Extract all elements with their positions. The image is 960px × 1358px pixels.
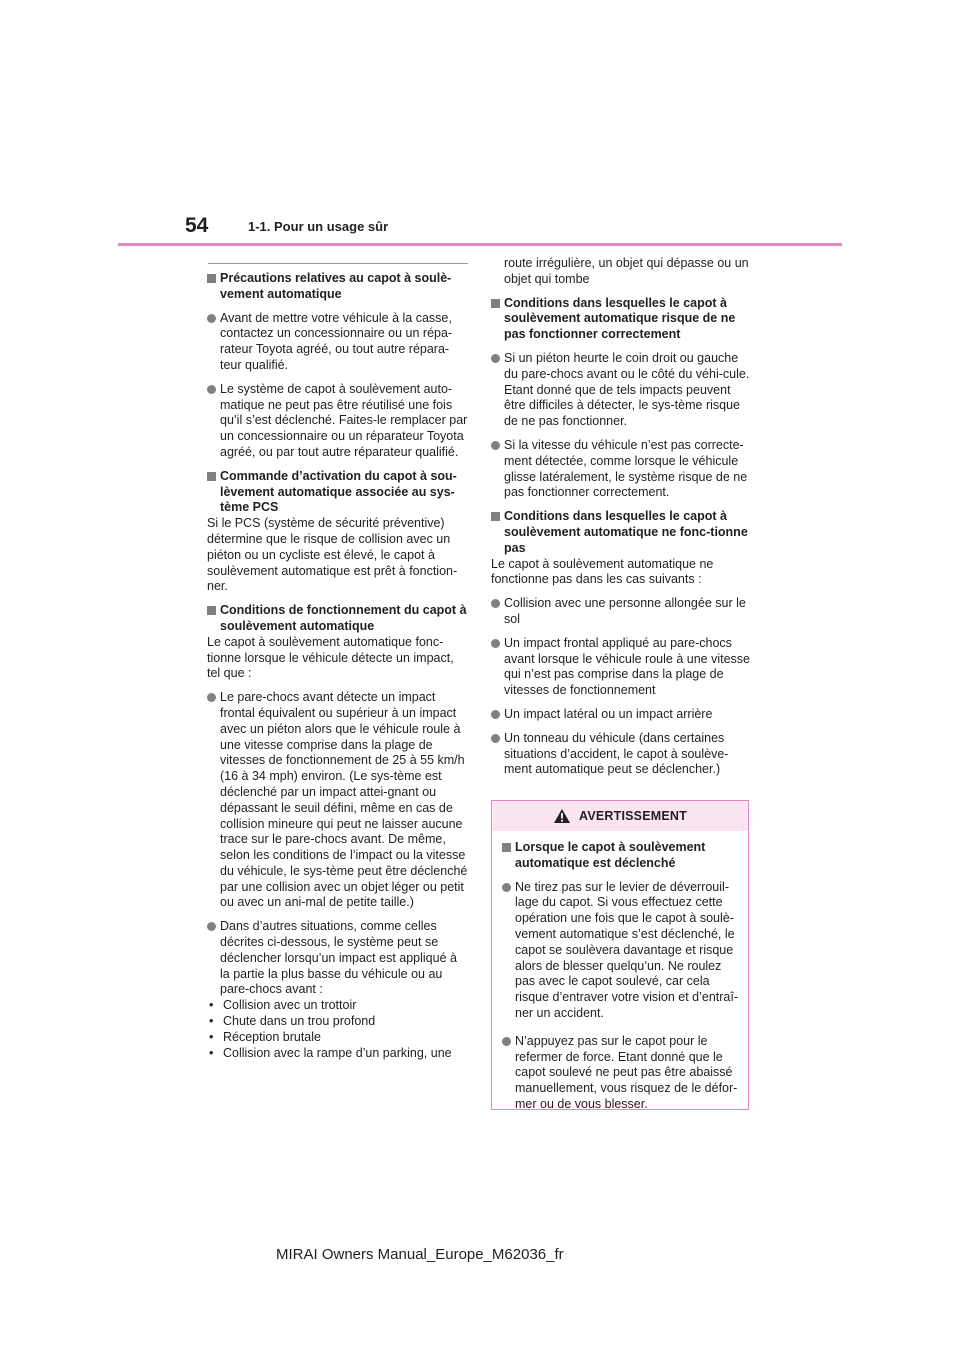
round-bullet-icon <box>491 734 500 743</box>
bullet-item: Collision avec une personne allongée sur le sol <box>491 596 753 628</box>
bullet-item: Si un piéton heurte le coin droit ou gauche du pare-chocs avant ou le côté du véhi-cule. Etant donné que de tels impacts peuvent être difficiles à détecter, le sys-tème risque de ne pas fonctionner. <box>491 351 753 430</box>
warning-bullet: Ne tirez pas sur le levier de déverrouil-lage du capot. Si vous effectuez cette opération une fois que le capot à soulè-vement automatique s’est déclenché, le capot se soulèvera davantage et risque alors de blesser quelqu’un. Ne roulez pas avec le capot soulevé, car cela risque d’entraver votre vision et d’entraî-ner un accident. <box>502 880 740 1022</box>
square-bullet-icon <box>207 606 216 615</box>
warning-header <box>492 801 748 831</box>
square-bullet-icon <box>491 512 500 521</box>
left-column <box>207 271 469 1061</box>
round-bullet-icon <box>502 1037 511 1046</box>
warning-heading: Lorsque le capot à soulèvement automatique est déclenché <box>502 840 740 872</box>
paragraph: Le capot à soulèvement automatique ne fonctionne pas dans les cas suivants : <box>491 556 714 587</box>
square-bullet-icon <box>502 843 511 852</box>
bullet-item: Dans d’autres situations, comme celles décrites ci-dessous, le système peut se déclencher lorsqu’un impact est appliqué à la partie la plus basse du véhicule ou au pare-chocs avant : <box>207 919 469 998</box>
section-heading: Commande d’activation du capot à sou-lèvement automatique associée au sys-tème PCS <box>207 469 469 516</box>
round-bullet-icon <box>491 639 500 648</box>
bullet-item: Un impact frontal appliqué au pare-chocs avant lorsque le véhicule roule à une vitesse qui n’est pas comprise dans la plage de vitesses de fonctionnement <box>491 636 753 699</box>
paragraph: Le capot à soulèvement automatique fonc-tionne lorsque le véhicule détecte un impact, tel que : <box>207 634 454 681</box>
sub-list <box>207 998 469 1061</box>
sub-list-item: • Collision avec un trottoir <box>209 998 469 1014</box>
page-number: 54 <box>185 214 209 237</box>
header-rule <box>118 243 842 246</box>
bullet-item: Un impact latéral ou un impact arrière <box>491 707 753 723</box>
sub-list-item: • Chute dans un trou profond <box>209 1014 469 1030</box>
warning-body <box>492 831 748 1113</box>
bullet-item: Avant de mettre votre véhicule à la casse, contactez un concessionnaire ou un répa-rateur Toyota agréé, ou tout autre répara-teur qualifié. <box>207 311 469 374</box>
square-bullet-icon <box>491 299 500 308</box>
section-heading: Conditions dans lesquelles le capot à soulèvement automatique ne fonc-tionne pas <box>491 509 753 556</box>
round-bullet-icon <box>491 354 500 363</box>
round-bullet-icon <box>207 385 216 394</box>
right-column <box>491 256 753 786</box>
section-heading: Précautions relatives au capot à soulè-vement automatique <box>207 271 469 303</box>
continuation-text: route irrégulière, un objet qui dépasse ou un objet qui tombe <box>504 256 749 286</box>
paragraph: Si le PCS (système de sécurité préventive) détermine que le risque de collision avec un piéton ou un cycliste est élevé, le capot à soulèvement automatique est prêt à fonction-ner. <box>207 516 458 594</box>
square-bullet-icon <box>207 274 216 283</box>
round-bullet-icon <box>491 441 500 450</box>
sub-list-item: • Réception brutale <box>209 1030 469 1046</box>
sub-list-item: • Collision avec la rampe d’un parking, une <box>209 1046 469 1062</box>
bullet-item: Le système de capot à soulèvement auto-matique ne peut pas être réutilisé une fois qu’il s’est déclenché. Faites-le remplacer par un concessionnaire ou un réparateur Toyota agréé, ou par tout autre réparateur qualifié. <box>207 382 469 461</box>
section-title: 1-1. Pour un usage sûr <box>248 219 389 234</box>
round-bullet-icon <box>502 883 511 892</box>
bullet-item: Un tonneau du véhicule (dans certaines situations d’accident, le capot à soulève-ment automatique peut se déclencher.) <box>491 731 753 778</box>
round-bullet-icon <box>491 599 500 608</box>
round-bullet-icon <box>207 693 216 702</box>
section-heading: Conditions de fonctionnement du capot à soulèvement automatique <box>207 603 469 635</box>
warning-box <box>491 800 749 1110</box>
square-bullet-icon <box>207 472 216 481</box>
column-top-rule <box>208 263 468 264</box>
bullet-item: Si la vitesse du véhicule n’est pas correcte-ment détectée, comme lorsque le véhicule glisse latéralement, le système risque de ne pas fonctionner correctement. <box>491 438 753 501</box>
footer-text: MIRAI Owners Manual_Europe_M62036_fr <box>276 1246 564 1263</box>
warning-triangle-icon <box>553 808 571 824</box>
round-bullet-icon <box>207 314 216 323</box>
warning-title: AVERTISSEMENT <box>579 809 687 823</box>
section-heading: Conditions dans lesquelles le capot à soulèvement automatique risque de ne pas fonctionner correctement <box>491 296 753 343</box>
round-bullet-icon <box>207 922 216 931</box>
bullet-item: Le pare-chocs avant détecte un impact frontal équivalent ou supérieur à un impact avec un piéton alors que le véhicule roule à une vitesse comprise dans la plage de vitesses de fonctionnement de 25 à 55 km/h (16 à 34 mph) environ. (Le sys-tème est déclenché par un impact attei-gnant ou dépassant le seuil défini, même en cas de collision mineure qui peut ne laisser aucune trace sur le pare-chocs avant. De même, selon les conditions de l’impact ou la vitesse du véhicule, le sys-tème peut être déclenché par une collision avec un objet léger ou petit ou avec un ani-mal de petite taille.) <box>207 690 469 911</box>
warning-bullet: N’appuyez pas sur le capot pour le refermer de force. Etant donné que le capot soulevé ne peut pas être abaissé manuellement, vous risquez de le défor-mer ou de vous blesser. <box>502 1034 740 1113</box>
round-bullet-icon <box>491 710 500 719</box>
